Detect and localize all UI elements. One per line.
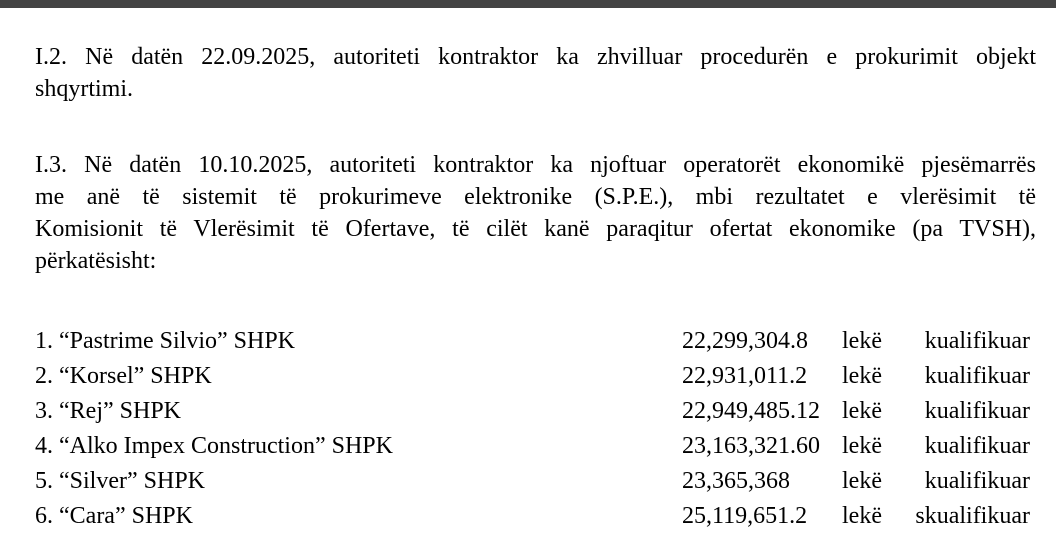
offer-amount: 22,299,304.8 [682, 328, 808, 354]
offer-number: 5. [35, 468, 53, 494]
offer-status: kualifikuar [924, 433, 1030, 459]
paragraph-line: I.2. Në datën 22.09.2025, autoriteti kontraktor ka zhvilluar procedurën e prokurimit objekt [35, 44, 1036, 70]
paragraph-i2 [35, 41, 1036, 105]
offer-company: “Alko Impex Construction” SHPK [59, 433, 393, 459]
paragraph-line: me anë të sistemit të prokurimeve elektronike (S.P.E.), mbi rezultatet e vlerësimit të [35, 184, 1036, 210]
offer-currency: lekë [842, 503, 882, 529]
offer-currency: lekë [842, 328, 882, 354]
offer-amount: 25,119,651.2 [682, 503, 808, 529]
offer-row [35, 324, 1036, 359]
offer-currency: lekë [842, 363, 882, 389]
offer-amount: 22,931,011.2 [682, 363, 808, 389]
offer-number: 4. [35, 433, 53, 459]
offer-number: 2. [35, 363, 53, 389]
offer-currency: lekë [842, 398, 882, 424]
offer-status: kualifikuar [924, 398, 1030, 424]
paragraph-line: Komisionit të Vlerësimit të Ofertave, të cilët kanë paraqitur ofertat ekonomike (pa TVSH), [35, 216, 1036, 242]
offer-amount: 23,163,321.60 [682, 433, 820, 459]
offer-amount: 22,949,485.12 [682, 398, 820, 424]
offer-status: kualifikuar [924, 468, 1030, 494]
offer-company: “Korsel” SHPK [59, 363, 212, 389]
offer-currency: lekë [842, 433, 882, 459]
offer-amount: 23,365,368 [682, 468, 790, 494]
offer-company: “Silver” SHPK [59, 468, 205, 494]
offer-number: 6. [35, 503, 53, 529]
offer-number: 3. [35, 398, 53, 424]
offer-status: skualifikuar [915, 503, 1030, 529]
paragraph-i3 [35, 149, 1036, 277]
offers-list [35, 324, 1036, 534]
offer-row [35, 359, 1036, 394]
offer-row [35, 394, 1036, 429]
offer-number: 1. [35, 328, 53, 354]
offer-company: “Rej” SHPK [59, 398, 181, 424]
offer-row [35, 499, 1036, 534]
paragraph-line: I.3. Në datën 10.10.2025, autoriteti kontraktor ka njoftuar operatorët ekonomikë pjesëmarrës [35, 152, 1036, 178]
offer-row [35, 464, 1036, 499]
paragraph-line: shqyrtimi. [35, 76, 134, 102]
offer-row [35, 429, 1036, 464]
offer-status: kualifikuar [924, 328, 1030, 354]
offer-status: kualifikuar [924, 363, 1030, 389]
offer-company: “Cara” SHPK [59, 503, 193, 529]
paragraph-line: përkatësisht: [35, 248, 157, 274]
window-top-bar [0, 0, 1056, 8]
offer-currency: lekë [842, 468, 882, 494]
offer-company: “Pastrime Silvio” SHPK [59, 328, 296, 354]
